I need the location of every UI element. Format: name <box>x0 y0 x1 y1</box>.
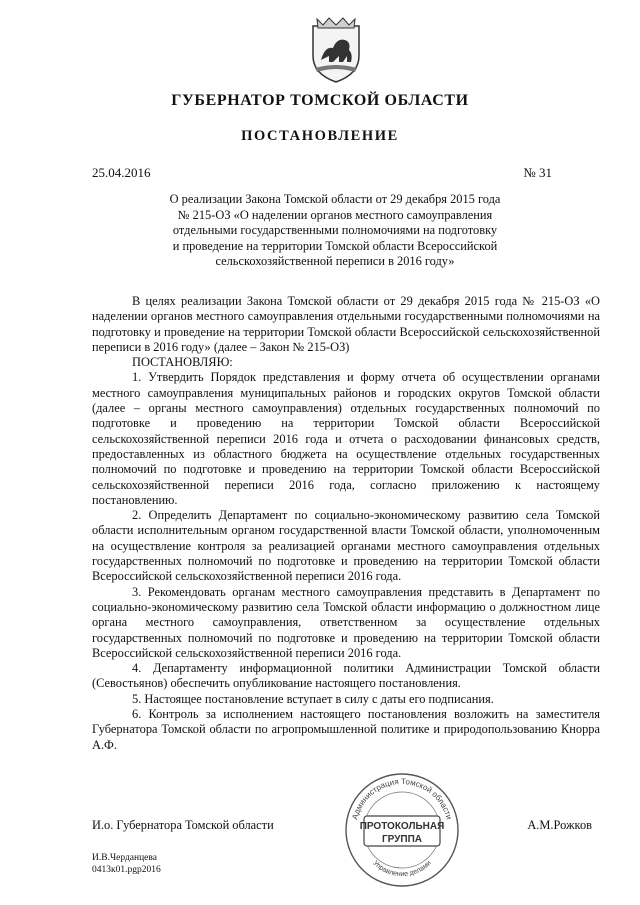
preamble-paragraph: В целях реализации Закона Томской области от 29 декабря 2015 года № 215-ОЗ «О наделении органов местного самоуправления отдельными государственными полномочиями на подготовку и проведение на территории Томской области Всероссийской сельскохозяйственной переписи в 2016 году» (далее – Закон № 215-ОЗ) <box>92 294 600 354</box>
subject-line: отдельными государственными полномочиями на подготовку <box>172 223 498 238</box>
document-type-title: ПОСТАНОВЛЕНИЕ <box>241 128 399 144</box>
clause-3: 3. Рекомендовать органам местного самоуправления представить в Департамент по социально-экономическому развитию села Томской области информацию о должностном лице органа местного самоуправления, ответственном за осуществление отдельных государственных полномочий по подготовке и проведению на территории Томской области Всероссийской сельскохозяйственной переписи 2016 года. <box>92 584 600 660</box>
document-number: № 31 <box>523 165 552 180</box>
tomsk-coat-of-arms-icon <box>307 16 365 84</box>
signatory-name: А.М.Рожков <box>527 818 592 832</box>
stamp-inner-line1: ПРОТОКОЛЬНАЯ <box>359 821 445 832</box>
official-stamp <box>342 770 462 890</box>
clause-2: 2. Определить Департамент по социально-экономическому развитию села Томской области исполнительным органом государственной власти Томской области, уполномоченным на осуществление контроля за реализацией органами местного самоуправления отдельных государственных полномочий по подготовке и проведению на территории Томской области Всероссийской сельскохозяйственной переписи 2016 года. <box>92 508 600 584</box>
stamp-outer-text: Администрация Томской области <box>350 776 454 821</box>
authority-title: ГУБЕРНАТОР ТОМСКОЙ ОБЛАСТИ <box>171 92 469 109</box>
signatory-position: И.о. Губернатора Томской области <box>92 818 274 832</box>
subject-line: О реализации Закона Томской области от 29 декабря 2015 года <box>169 192 501 206</box>
executor-name: И.В.Черданцева <box>92 853 157 863</box>
subject-line: № 215-ОЗ «О наделении органов местного самоуправления <box>177 207 493 222</box>
file-reference: 0413к01.pgp2016 <box>92 865 161 875</box>
document-body <box>92 294 600 753</box>
clause-6: 6. Контроль за исполнением настоящего постановления возложить на заместителя Губернатора Томской области по агропромышленной политике и природопользованию Кнорра А.Ф. <box>92 707 600 752</box>
stamp-bottom-text: Управление делами <box>371 859 433 879</box>
document-subject <box>140 192 530 270</box>
clause-4: 4. Департаменту информационной политики Администрации Томской области (Севостьянов) обеспечить опубликование настоящего постановления. <box>92 661 600 691</box>
resolution-word: ПОСТАНОВЛЯЮ: <box>132 355 233 370</box>
stamp-inner-line2: ГРУППА <box>381 834 423 845</box>
clause-5: 5. Настоящее постановление вступает в силу с даты его подписания. <box>132 691 494 706</box>
executor-footer <box>92 852 161 876</box>
subject-line: и проведение на территории Томской области Всероссийской <box>172 238 498 253</box>
subject-line: сельскохозяйственной переписи в 2016 году» <box>215 254 455 269</box>
document-date: 25.04.2016 <box>92 165 151 180</box>
clause-1: 1. Утвердить Порядок представления и форму отчета об осуществлении органами местного самоуправления муниципальных районов и городских округов Томской области (далее – органы местного самоуправления) отдельных государственных полномочий по подготовке и проведению на территории Томской области Всероссийской сельскохозяйственной переписи 2016 года и отчета о расходовании финансовых средств, предоставленных из областного бюджета на осуществление отдельных государственных полномочий по подготовке и проведению на территории Томской области Всероссийской сельскохозяйственной переписи 2016 года, согласно приложению к настоящему постановлению. <box>92 370 600 507</box>
